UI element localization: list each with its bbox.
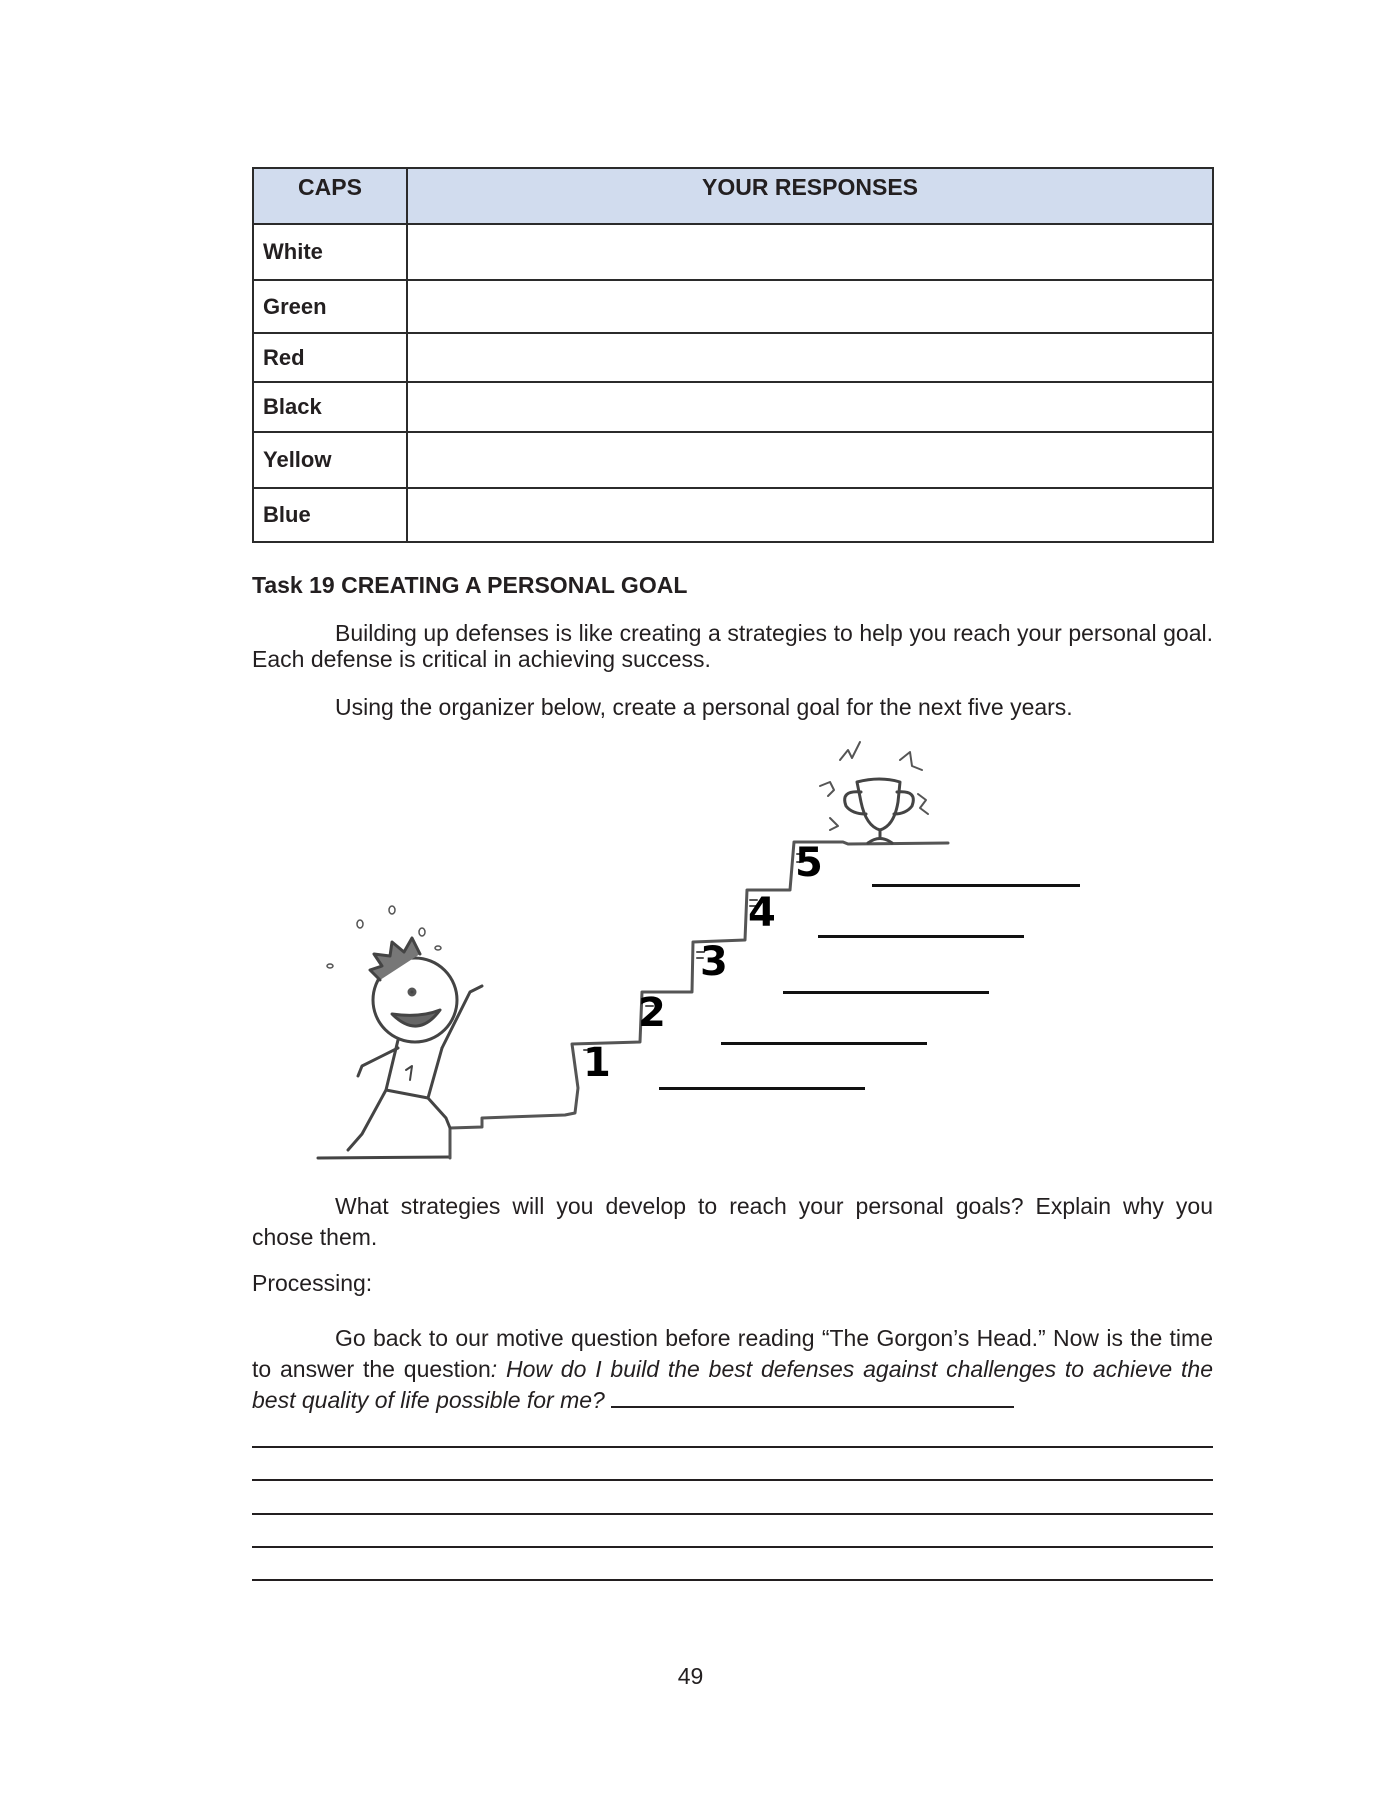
response-cell[interactable] xyxy=(407,224,1213,280)
step-2-answer-line[interactable] xyxy=(721,1042,927,1045)
response-cell[interactable] xyxy=(407,382,1213,432)
cap-label: Yellow xyxy=(253,432,407,488)
step-number-3: 3 xyxy=(700,939,728,985)
step-3-answer-line[interactable] xyxy=(783,991,989,994)
cap-label: Red xyxy=(253,333,407,382)
answer-line-4[interactable] xyxy=(252,1546,1213,1548)
processing-text-lead: Go back to our motive question before reading “The Gorgon’s Head.” Now is the time to answer the question xyxy=(252,1325,1213,1382)
table-row xyxy=(253,333,1213,382)
response-cell[interactable] xyxy=(407,280,1213,333)
page-number: 49 xyxy=(677,1663,704,1689)
goal-staircase-illustration xyxy=(300,730,1100,1170)
processing-colon: : xyxy=(490,1356,498,1382)
answer-line-3[interactable] xyxy=(252,1513,1213,1515)
cap-label: Black xyxy=(253,382,407,432)
task-intro: Building up defenses is like creating a strategies to help you reach your personal goal. Each defense is critical in achieving success. xyxy=(252,620,1213,672)
task-heading: Task 19 CREATING A PERSONAL GOAL xyxy=(252,572,688,598)
processing-label: Processing: xyxy=(252,1270,373,1296)
table-row xyxy=(253,432,1213,488)
step-number-5: 5 xyxy=(795,840,823,886)
response-cell[interactable] xyxy=(407,432,1213,488)
processing-text xyxy=(252,1323,1213,1416)
cap-label: Green xyxy=(253,280,407,333)
response-cell[interactable] xyxy=(407,488,1213,542)
table-row xyxy=(253,488,1213,542)
table-header-row xyxy=(253,168,1213,224)
answer-line-5[interactable] xyxy=(252,1579,1213,1581)
header-caps: CAPS xyxy=(253,168,407,224)
task-instruction: Using the organizer below, create a personal goal for the next five years. xyxy=(335,694,1073,720)
motive-question: How do I build the best defenses against challenges to achieve the best quality of life possible for me? xyxy=(252,1356,1213,1413)
cap-label: Blue xyxy=(253,488,407,542)
step-4-answer-line[interactable] xyxy=(818,935,1024,938)
inline-answer-blank[interactable] xyxy=(611,1386,1014,1408)
table-row xyxy=(253,224,1213,280)
table-row xyxy=(253,280,1213,333)
step-number-2: 2 xyxy=(638,990,666,1036)
caps-response-table xyxy=(252,167,1214,543)
step-1-answer-line[interactable] xyxy=(659,1087,865,1090)
answer-line-2[interactable] xyxy=(252,1479,1213,1481)
step-number-1: 1 xyxy=(583,1040,611,1086)
answer-line-1[interactable] xyxy=(252,1446,1213,1448)
cap-label: White xyxy=(253,224,407,280)
header-your-responses: YOUR RESPONSES xyxy=(407,168,1213,224)
step-number-4: 4 xyxy=(748,890,776,936)
strategies-question: What strategies will you develop to reach your personal goals? Explain why you chose them. xyxy=(252,1193,1213,1250)
table-row xyxy=(253,382,1213,432)
step-5-answer-line[interactable] xyxy=(872,884,1080,887)
response-cell[interactable] xyxy=(407,333,1213,382)
